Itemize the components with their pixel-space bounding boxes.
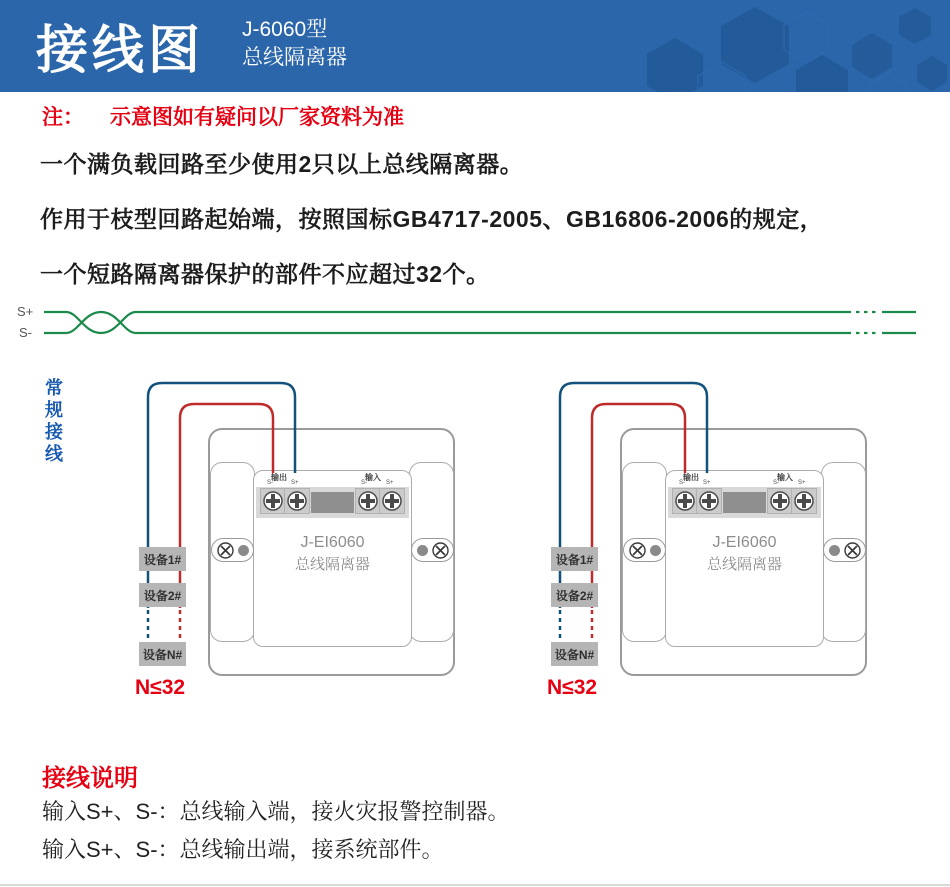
input-label: 输入 [777,473,793,482]
bus-label-s-minus: S- [19,325,32,340]
load-box: 设备N# [139,642,186,666]
load-box: 设备N# [551,642,598,666]
model-label: J-6060型 [242,18,328,41]
intro-line-3: 一个短路隔离器保护的部件不应超过32个。 [40,261,490,287]
note-text: 示意图如有疑问以厂家资料为准 [110,106,404,129]
mount-dot [829,545,840,556]
terminal-mark: S+ [798,480,806,486]
terminal-mark: S- [361,480,367,486]
output-label: 输出 [271,473,287,482]
terminal-mark: S+ [703,480,711,486]
mount-dot [417,545,428,556]
screw-x-icon [629,542,646,559]
mount-dot [238,545,249,556]
input-label: 输入 [365,473,381,482]
wire-red [180,404,273,608]
device-name: 总线隔离器 [706,556,782,573]
mount-dot [650,545,661,556]
isolator-diagram-1 [133,370,478,715]
terminal-mark: S- [267,480,273,486]
load-box: 设备1# [551,547,598,571]
wire-red [592,404,685,608]
screw-x-icon [432,542,449,559]
load-box: 设备1# [139,547,186,571]
mounting-ear-left [211,538,254,562]
output-label: 输出 [683,473,699,482]
screw-x-icon [217,542,234,559]
bus-twisted-pair-wires [0,296,950,346]
screw-x-icon [844,542,861,559]
header-banner [0,0,950,92]
load-limit: N≤32 [547,676,598,699]
section-label-vertical: 常规接线 [43,378,63,466]
note-prefix: 注： [42,106,84,129]
load-box: 设备2# [551,583,598,607]
bus-green-wires [44,312,916,333]
mounting-ear-right [823,538,866,562]
isolator-diagram-2 [545,370,890,715]
mounting-ear-left [623,538,666,562]
device-name: 总线隔离器 [294,556,370,573]
wiring-note-line-2: 输入S+、S-：总线输出端，接系统部件。 [42,837,444,862]
product-label: 总线隔离器 [242,46,347,69]
bottom-divider [0,884,950,886]
terminal-mark: S+ [386,480,394,486]
load-box: 设备2# [139,583,186,607]
wiring-note-line-1: 输入S+、S-：总线输入端，接火灾报警控制器。 [42,799,510,824]
terminal-mark: S- [773,480,779,486]
bus-label-s-plus: S+ [17,304,34,319]
mounting-ear-right [411,538,454,562]
cube-pattern-icon [570,0,950,92]
header-subtitle [242,16,347,72]
wiring-notes-heading: 接线说明 [42,765,138,792]
device-model: J-EI6060 [712,534,777,551]
intro-line-1: 一个满负载回路至少使用2只以上总线隔离器。 [40,151,524,177]
terminal-mark: S- [679,480,685,486]
terminal-mark: S+ [291,480,299,486]
intro-line-2: 作用于枝型回路起始端，按照国标GB4717-2005、GB16806-2006的规定， [40,206,824,232]
page-title: 接线图 [36,22,205,80]
load-limit: N≤32 [135,676,186,699]
caution-note [42,101,404,131]
device-model: J-EI6060 [300,534,365,551]
